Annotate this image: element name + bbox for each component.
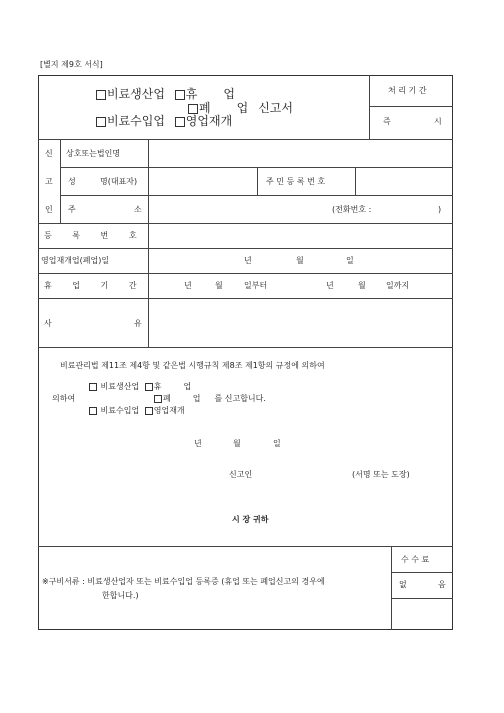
date-year: 년 — [194, 439, 202, 448]
form-number-label: [별지 제9호 서식] — [40, 60, 103, 69]
divider — [391, 598, 453, 599]
period-from: 일부터 — [244, 281, 268, 290]
report-text: 를 신고합니다. — [214, 394, 266, 403]
phone-label: (전화번호 : — [332, 205, 372, 214]
checkbox-icon[interactable] — [145, 407, 153, 415]
divider — [391, 572, 453, 573]
divider — [355, 167, 356, 195]
checkbox-icon[interactable] — [96, 117, 106, 127]
closure-period-label: 휴 업 기 간 — [44, 281, 146, 290]
date-month: 월 — [233, 439, 241, 448]
address-label: 주 — [68, 205, 76, 214]
period-year-1: 년 — [184, 281, 192, 290]
checkbox-icon[interactable] — [175, 117, 185, 127]
checkbox-icon[interactable] — [89, 383, 97, 391]
signature-label: (서명 또는 도장) — [352, 470, 410, 479]
fee-value: 없 — [399, 580, 407, 589]
divider — [369, 106, 453, 107]
fee-label: 수 수 료 — [401, 555, 430, 564]
processing-value: 즉 — [383, 117, 391, 126]
reopen-day: 일 — [346, 256, 354, 265]
period-month-1: 월 — [215, 281, 223, 290]
processing-label: 처 리 기 간 — [388, 86, 427, 95]
divider — [369, 75, 370, 139]
divider — [60, 195, 453, 196]
representative-label-2: 명(대표자) — [100, 177, 138, 186]
divider — [391, 546, 392, 630]
reopen-month: 월 — [296, 256, 304, 265]
title-line-3: 비료수입업 영업재개 — [96, 114, 232, 128]
checkbox-icon[interactable] — [96, 90, 106, 100]
applicant-side-2: 고 — [45, 177, 53, 186]
divider — [38, 139, 453, 140]
address-label-2: 소 — [134, 205, 142, 214]
divider — [257, 167, 258, 195]
title-line-2: 폐 업 신고서 — [188, 101, 293, 115]
checkbox-icon[interactable] — [145, 383, 153, 391]
law-statement: 비료관리법 제11조 제4항 및 같은법 시행규칙 제8조 제1항의 규정에 의하여 — [60, 361, 325, 370]
business-name-label: 상호또는법인명 — [66, 149, 121, 158]
applicant-side-1: 신 — [45, 149, 53, 158]
period-month-2: 월 — [358, 281, 366, 290]
applicant-side-3: 인 — [45, 205, 53, 214]
phone-close: ) — [438, 205, 442, 214]
body-option-line-2: 폐 업 를 신고합니다. — [154, 394, 266, 404]
body-option-line-1: 비료생산업 휴 업 — [89, 382, 191, 392]
processing-value-2: 시 — [434, 117, 442, 126]
reopen-date-label: 영업재개업(폐업)일 — [41, 256, 110, 265]
divider — [38, 248, 453, 249]
title-suffix: 신고서 — [258, 101, 293, 115]
body-option-line-3: 비료수입업 영업재개 — [89, 406, 185, 416]
by-reason-text: 의하여 — [52, 394, 76, 403]
divider — [38, 298, 453, 299]
required-documents: ※구비서류 : 비료생산업자 또는 비료수입업 등록증 (휴업 또는 폐업신고의 경우에 — [42, 577, 325, 586]
period-to: 일까지 — [386, 281, 410, 290]
representative-label: 성 — [68, 177, 76, 186]
fee-value-2: 음 — [438, 580, 446, 589]
period-year-2: 년 — [326, 281, 334, 290]
divider — [38, 347, 453, 348]
checkbox-icon[interactable] — [188, 104, 198, 114]
divider — [38, 223, 453, 224]
divider — [38, 273, 453, 274]
required-documents-2: 한합니다.) — [102, 591, 139, 600]
checkbox-icon[interactable] — [89, 407, 97, 415]
checkbox-icon[interactable] — [154, 395, 162, 403]
reporter-label: 신고인 — [229, 470, 253, 479]
reason-label-1: 사 — [44, 319, 52, 328]
registration-label: 등 록 번 호 — [44, 231, 146, 240]
addressee: 시 장 귀하 — [232, 515, 269, 524]
title-line-1: 비료생산업 휴 업 — [96, 87, 235, 101]
divider — [148, 139, 149, 348]
reopen-year: 년 — [244, 256, 252, 265]
reason-label-2: 유 — [134, 319, 142, 328]
checkbox-icon[interactable] — [175, 90, 185, 100]
divider — [60, 139, 61, 223]
rrn-label: 주 민 등 록 번 호 — [266, 177, 326, 186]
date-day: 일 — [273, 439, 281, 448]
